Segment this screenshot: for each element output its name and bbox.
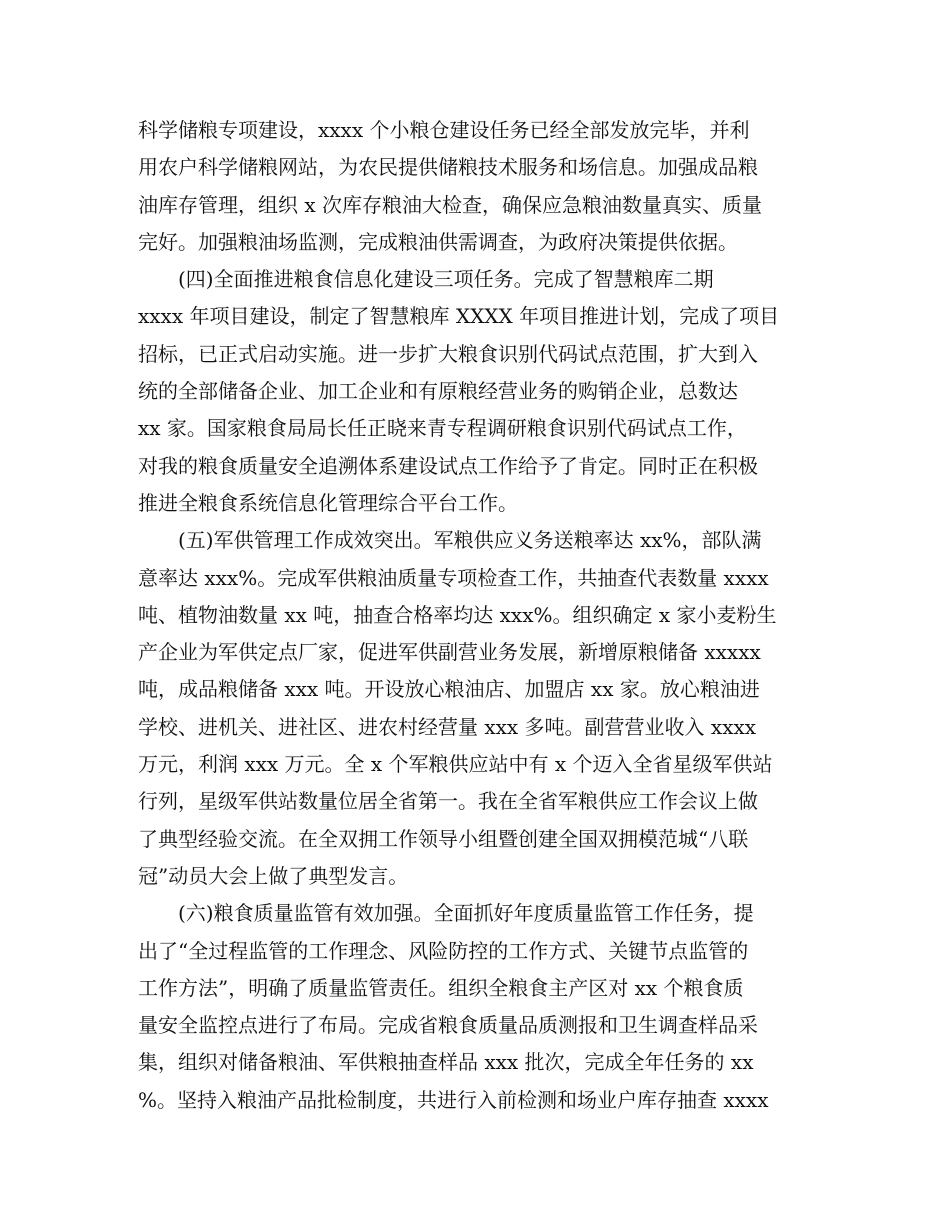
text-line: 完好。加强粮油场监测，完成粮油供需调查，为政府决策提供依据。 (138, 229, 738, 254)
text-line: 吨、植物油数量 xx 吨，抽查合格率均达 xxx%。组织确定 x 家小麦粉生 (138, 602, 777, 627)
text-line: 科学储粮专项建设，xxxx 个小粮仓建设任务已经全部发放完毕，并利 (138, 118, 750, 142)
text-line: 统的全部储备企业、加工企业和有原粮经营业务的购销企业，总数达 (138, 379, 738, 404)
text-line: 产企业为军供定点厂家，促进军供副营业务发展，新增原粮储备 xxxxx (138, 640, 761, 665)
text-line: 招标，已正式启动实施。进一步扩大粮食识别代码试点范围，扩大到入 (138, 341, 758, 366)
text-line: 意率达 xxx%。完成军供粮油质量专项检查工作，共抽查代表数量 xxxx (138, 565, 769, 590)
text-line: 推进全粮食系统信息化管理综合平台工作。 (138, 490, 518, 515)
section-heading-line: (五)军供管理工作成效突出。军粮供应义务送粮率达 xx%，部队满 (178, 528, 762, 553)
text-line: 万元，利润 xxx 万元。全 x 个军粮供应站中有 x 个迈入全省星级军供站 (138, 752, 773, 777)
text-line: 量安全监控点进行了布局。完成省粮食质量品质测报和卫生调查样品采 (138, 1013, 758, 1038)
text-line: 学校、进机关、进社区、进农村经营量 xxx 多吨。副营营业收入 xxxx (138, 714, 757, 739)
section-heading-line: (四)全面推进粮食信息化建设三项任务。完成了智慧粮库二期 (178, 267, 714, 292)
text-line: 工作方法”，明确了质量监管责任。组织全粮食主产区对 xx 个粮食质 (138, 975, 744, 1000)
text-line: 油库存管理，组织 x 次库存粮油大检查，确保应急粮油数量真实、质量 (138, 192, 762, 217)
text-line: xx 家。国家粮食局局长任正晓来青专程调研粮食识别代码试点工作， (138, 416, 747, 441)
text-line: 了典型经验交流。在全双拥工作领导小组暨创建全国双拥模范城“八联 (138, 826, 749, 851)
text-line: 用农户科学储粮网站，为农民提供储粮技术服务和场信息。加强成品粮 (138, 155, 758, 180)
text-line: 行列，星级军供站数量位居全省第一。我在全省军粮供应工作会议上做 (138, 789, 758, 814)
text-line: 对我的粮食质量安全追溯体系建设试点工作给予了肯定。同时正在积极 (138, 453, 758, 478)
text-line: 冠”动员大会上做了典型发言。 (138, 863, 409, 888)
text-line: %。坚持入粮油产品批检制度，共进行入前检测和场业户库存抽查 xxxx (138, 1087, 769, 1112)
text-line: 出了“全过程监管的工作理念、风险防控的工作方式、关键节点监管的 (138, 938, 749, 963)
text-line: 吨，成品粮储备 xxx 吨。开设放心粮油店、加盟店 xx 家。放心粮油进 (138, 677, 760, 702)
document-body (138, 112, 828, 1119)
text-line: 集，组织对储备粮油、军供粮抽查样品 xxx 批次，完成全年任务的 xx (138, 1050, 754, 1075)
text-line: xxxx 年项目建设，制定了智慧粮库 XXXX 年项目推进计划，完成了项目 (138, 304, 780, 329)
section-heading-line: (六)粮食质量监管有效加强。全面抓好年度质量监管工作任务，提 (178, 901, 754, 926)
